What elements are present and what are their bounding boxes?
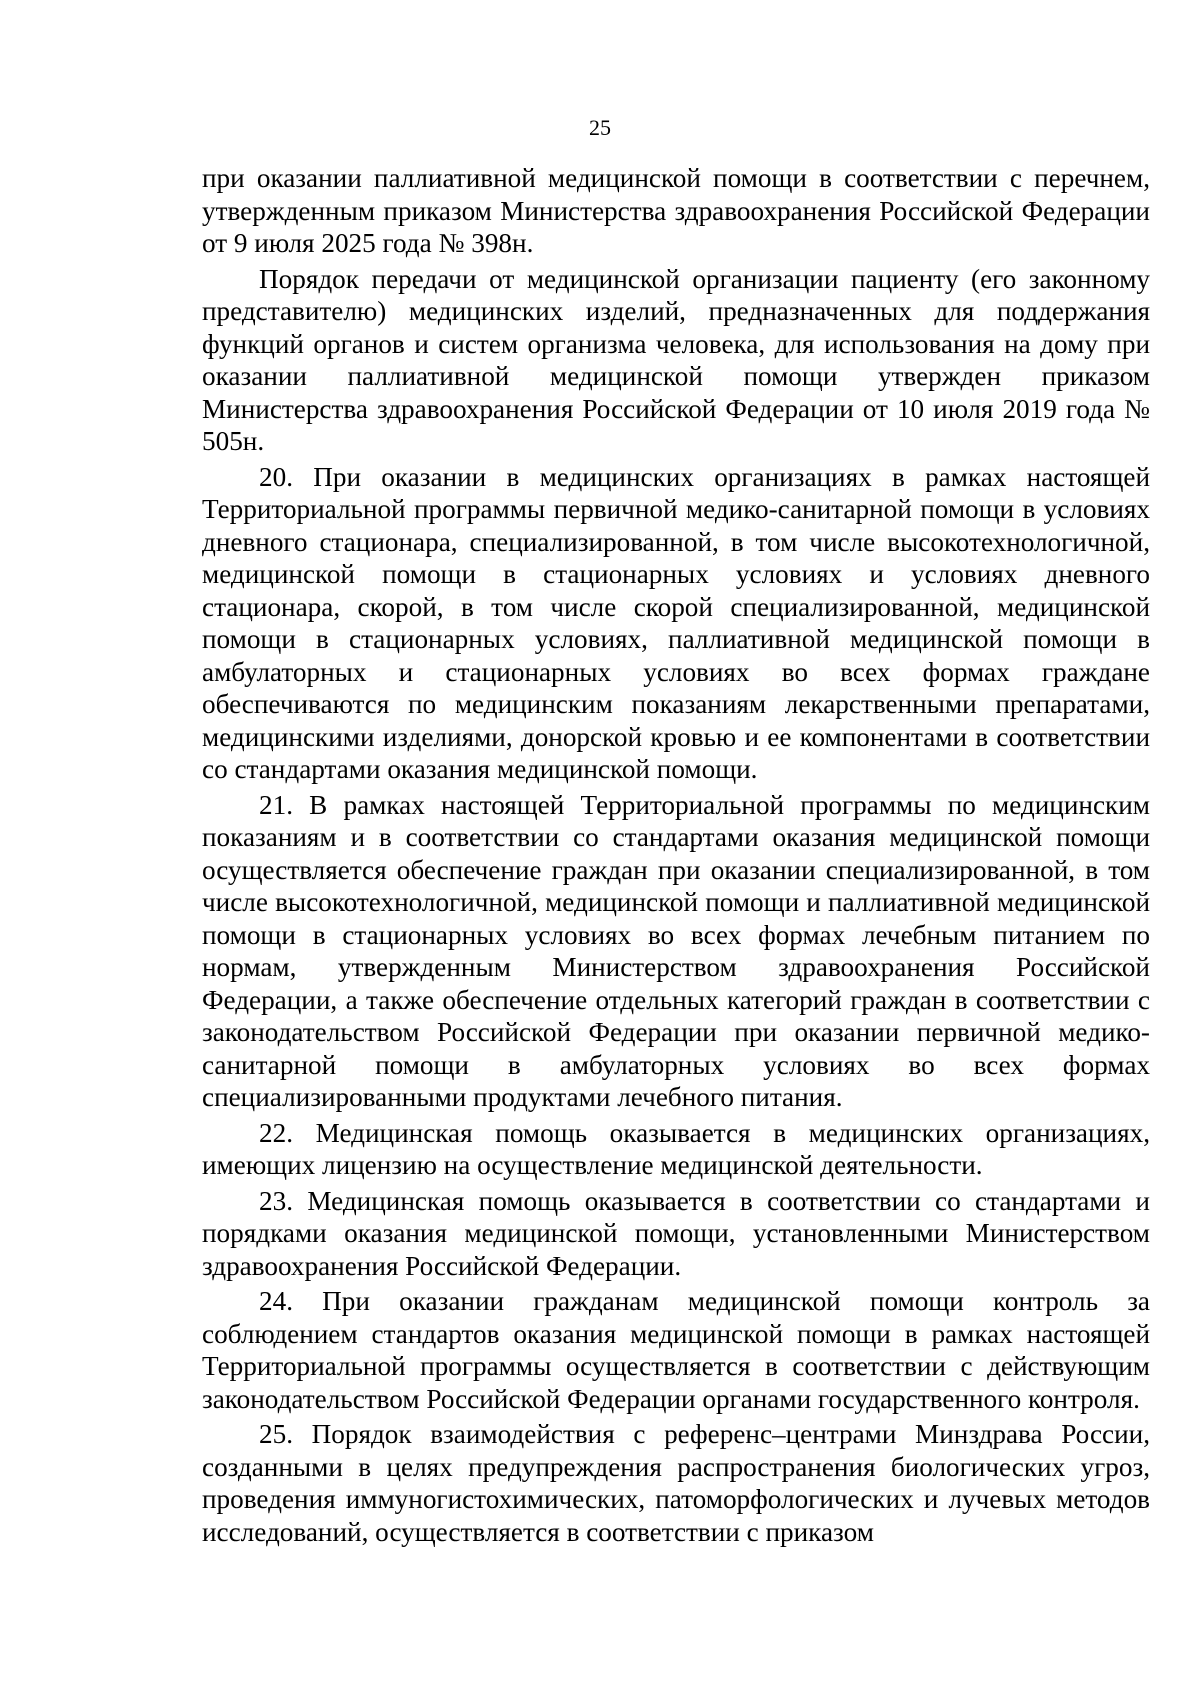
paragraph-item-24: 24. При оказании гражданам медицинской помощи контроль за соблюдением стандартов оказания медицинской помощи в рамках настоящей Территориальной программы осуществляется в соответствии с действующим законодательством Российской Федерации органами государственного контроля. xyxy=(202,1286,1150,1414)
paragraph-device-transfer-order: Порядок передачи от медицинской организации пациенту (его законному представителю) медицинских изделий, предназначенных для поддержания функций органов и систем организма человека, для использования на дому при оказании паллиативной медицинской помощи утвержден приказом Министерства здравоохранения Российской Федерации от 10 июля 2019 года № 505н. xyxy=(202,263,1150,456)
paragraph-continuation: при оказании паллиативной медицинской помощи в соответствии с перечнем, утвержденным приказом Министерства здравоохранения Российской Федерации от 9 июля 2025 года № 398н. xyxy=(202,163,1150,258)
paragraph-item-22: 22. Медицинская помощь оказывается в медицинских организациях, имеющих лицензию на осуществление медицинской деятельности. xyxy=(202,1117,1150,1180)
paragraph-item-21: 21. В рамках настоящей Территориальной программы по медицинским показаниям и в соответствии со стандартами оказания медицинской помощи осуществляется обеспечение граждан при оказании специализированной, в том числе высокотехнологичной, медицинской помощи и паллиативной медицинской помощи в стационарных условиях во всех формах лечебным питанием по нормам, утвержденным Министерством здравоохранения Российской Федерации, а также обеспечение отдельных категорий граждан в соответствии с законодательством Российской Федерации при оказании первичной медико-санитарной помощи в амбулаторных условиях во всех формах специализированными продуктами лечебного питания. xyxy=(202,789,1150,1112)
paragraph-item-25: 25. Порядок взаимодействия с референс–центрами Минздрава России, созданными в целях предупреждения распространения биологических угроз, проведения иммуногистохимических, патоморфологических и лучевых методов исследований, осуществляется в соответствии с приказом xyxy=(202,1419,1150,1547)
page-number: 25 xyxy=(589,115,611,140)
paragraph-item-23: 23. Медицинская помощь оказывается в соответствии со стандартами и порядками оказания медицинской помощи, установленными Министерством здравоохранения Российской Федерации. xyxy=(202,1185,1150,1281)
document-body xyxy=(202,162,1150,1551)
paragraph-item-20: 20. При оказании в медицинских организациях в рамках настоящей Территориальной программы первичной медико-санитарной помощи в условиях дневного стационара, специализированной, в том числе высокотехнологичной, медицинской помощи в стационарных условиях и условиях дневного стационара, скорой, в том числе скорой специализированной, медицинской помощи в стационарных условиях, паллиативной медицинской помощи в амбулаторных и стационарных условиях во всех формах граждане обеспечиваются по медицинским показаниям лекарственными препаратами, медицинскими изделиями, донорской кровью и ее компонентами в соответствии со стандартами оказания медицинской помощи. xyxy=(202,461,1150,784)
